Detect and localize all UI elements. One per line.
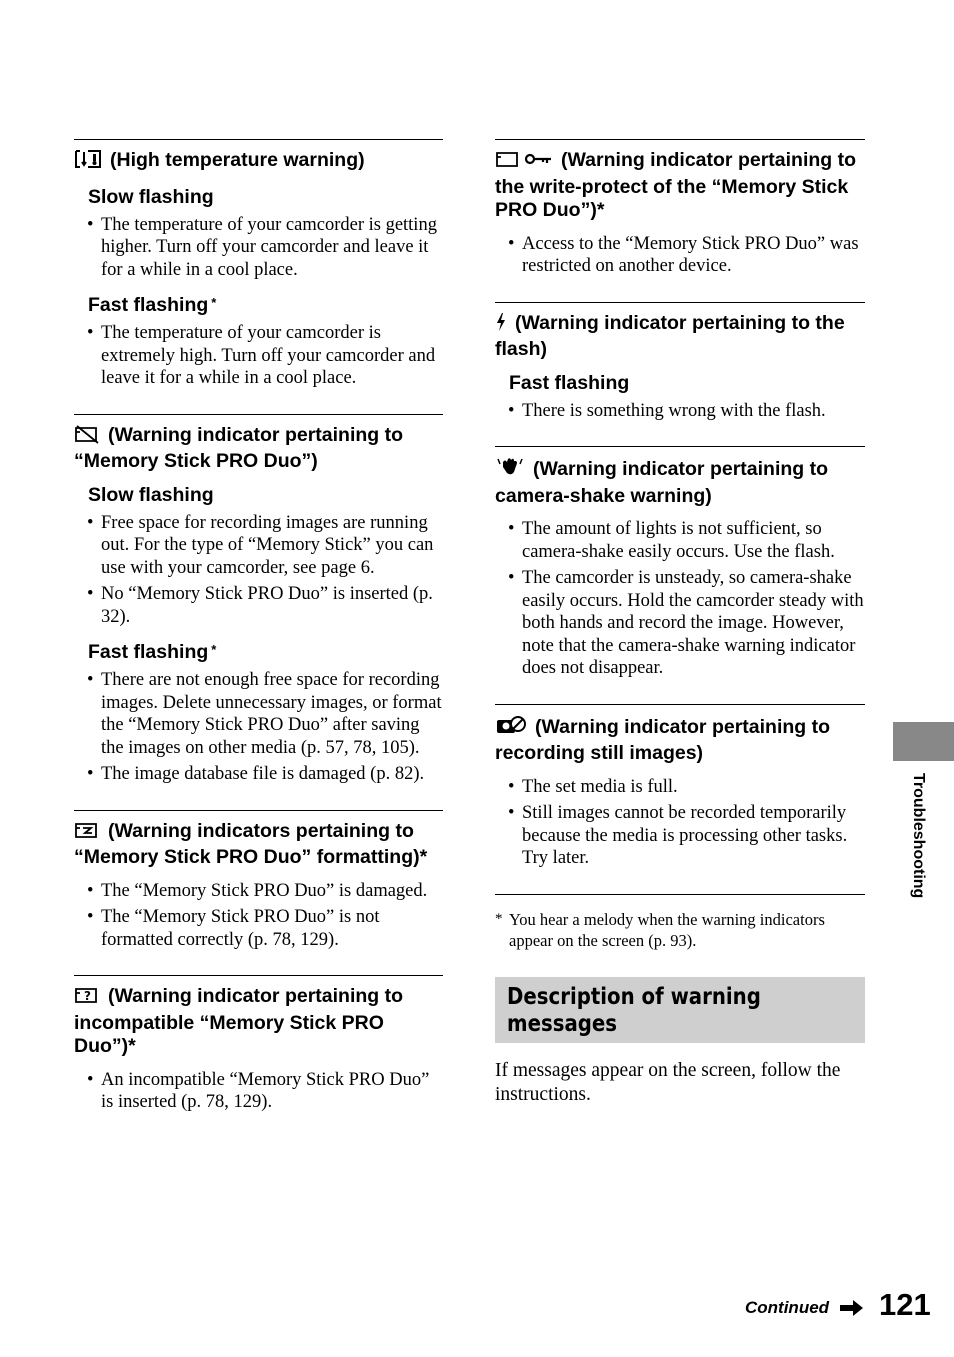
list-item: • The temperature of your camcorder is extremely high. Turn off your camcorder and leave it for a while in a cool place. [74, 322, 443, 390]
bullet-list [495, 233, 865, 278]
camera-shake-icon [495, 456, 525, 485]
list-item: • The camcorder is unsteady, so camera-shake easily occurs. Hold the camcorder steady with both hands and record the image. However, note that the camera-shake warning indicator does not disappear. [495, 567, 865, 680]
section-title: (Warning indicator pertaining to incompatible “Memory Stick PRO Duo”)* [74, 985, 404, 1057]
list-item: • The set media is full. [495, 776, 865, 799]
bullet-list [74, 322, 443, 390]
bullet-list [495, 400, 865, 423]
section-heading [74, 424, 443, 474]
section-title: (Warning indicator pertaining to camera-shake warning) [495, 458, 829, 507]
write-protect-icon [495, 149, 553, 176]
section-heading [74, 985, 443, 1059]
bullet-list [74, 1069, 443, 1114]
bullet-list [495, 518, 865, 680]
page-number: 121 [879, 1287, 931, 1322]
section-heading [495, 714, 865, 766]
warning-section [495, 446, 865, 680]
right-column [495, 139, 865, 1107]
list-item: • The “Memory Stick PRO Duo” is not formatted correctly (p. 78, 129). [74, 906, 443, 951]
high-temperature-icon [74, 149, 102, 176]
side-tab-label: Troubleshooting [910, 773, 927, 899]
warning-section [495, 302, 865, 423]
section-title: (Warning indicator pertaining to the flash) [495, 311, 845, 360]
section-banner [495, 977, 865, 1043]
list-item: • There are not enough free space for recording images. Delete unnecessary images, or format the “Memory Stick PRO Duo” after saving the images on other media (p. 57, 78, 105). [74, 669, 443, 759]
subheading: Slow flashing [88, 185, 214, 208]
subheading: Fast flashing [509, 371, 630, 394]
section-title: (Warning indicator pertaining to “Memory Stick PRO Duo”) [74, 423, 404, 472]
list-item: • Free space for recording images are running out. For the type of “Memory Stick” you can use with your camcorder, see page 6. [74, 512, 443, 580]
section-heading [74, 820, 443, 870]
warning-section [495, 139, 865, 278]
bullet-list [74, 512, 443, 629]
bullet-list [74, 214, 443, 282]
intro-text: If messages appear on the screen, follow the instructions. [495, 1059, 841, 1105]
subheading: Fast flashing * [88, 641, 217, 663]
memory-stick-icon [74, 424, 100, 451]
continued-label: Continued [745, 1298, 830, 1317]
footnote [495, 894, 865, 952]
warning-section [74, 414, 443, 786]
bullet-list [495, 776, 865, 870]
svg-text:?: ? [84, 989, 91, 1003]
side-tab-marker [893, 722, 954, 761]
flash-icon [495, 312, 507, 339]
list-item: • The amount of lights is not sufficient, so camera-shake easily occurs. Use the flash. [495, 518, 865, 563]
continued-arrow-icon [840, 1299, 864, 1317]
still-image-icon [495, 714, 527, 743]
banner-title: Description of warning messages [507, 981, 761, 1037]
subheading: Slow flashing [88, 483, 214, 506]
bullet-list [74, 880, 443, 952]
right-sections [495, 139, 865, 870]
list-item: • The temperature of your camcorder is getting higher. Turn off your camcorder and leave it for a while in a cool place. [74, 214, 443, 282]
list-item: • The “Memory Stick PRO Duo” is damaged. [74, 880, 443, 903]
asterisk-mark: * [211, 642, 217, 657]
warning-section [495, 704, 865, 870]
section-heading [495, 456, 865, 508]
footnote-mark: * [495, 910, 503, 927]
section-title: (High temperature warning) [110, 149, 365, 171]
warning-section [74, 139, 443, 390]
asterisk-mark: * [211, 295, 217, 310]
section-heading [495, 312, 865, 362]
left-column [74, 139, 443, 1138]
section-title: (Warning indicator pertaining to recording still images) [495, 715, 831, 764]
list-item: • An incompatible “Memory Stick PRO Duo” is inserted (p. 78, 129). [74, 1069, 443, 1114]
memory-stick-format-icon [74, 820, 100, 847]
list-item: • Access to the “Memory Stick PRO Duo” was restricted on another device. [495, 233, 865, 278]
list-item: • No “Memory Stick PRO Duo” is inserted (p. 32). [74, 583, 443, 628]
section-title: (Warning indicators pertaining to “Memory Stick PRO Duo” formatting)* [74, 819, 428, 868]
section-heading [74, 149, 443, 176]
list-item: • There is something wrong with the flash. [495, 400, 865, 423]
incompatible-memory-stick-icon [74, 985, 100, 1012]
list-item: • The image database file is damaged (p. 82). [74, 763, 443, 786]
section-title: (Warning indicator pertaining to the write-protect of the “Memory Stick PRO Duo”)* [495, 149, 857, 221]
warning-section [74, 810, 443, 952]
warning-section [74, 975, 443, 1114]
list-item: • Still images cannot be recorded temporarily because the media is processing other tasks. Try later. [495, 802, 865, 870]
bullet-list [74, 669, 443, 786]
footnote-text: You hear a melody when the warning indicators appear on the screen (p. 93). [509, 909, 825, 950]
subheading: Fast flashing * [88, 294, 217, 316]
section-heading [495, 149, 865, 223]
